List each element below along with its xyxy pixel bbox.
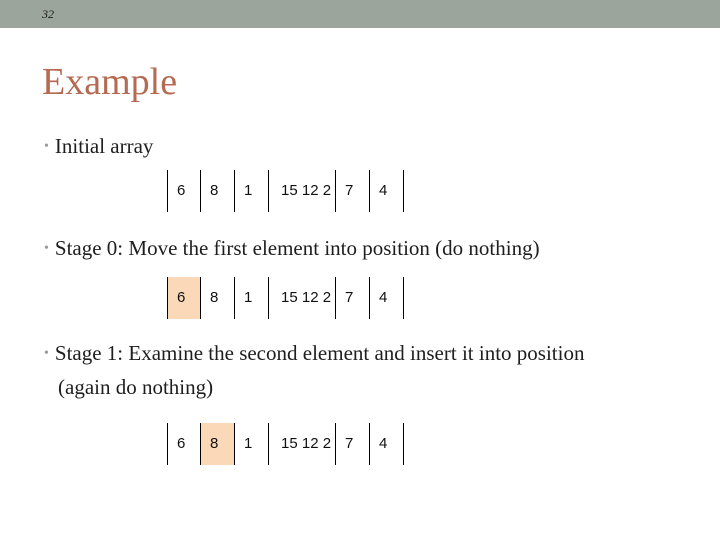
array-cell: 4	[370, 170, 404, 212]
array-cell: 7	[336, 170, 370, 212]
bullet-text: Stage 0: Move the first element into position (do nothing)	[54, 236, 540, 260]
array-cell: 1	[235, 277, 269, 319]
array-cell: 6	[167, 170, 201, 212]
array-cell: 1	[235, 423, 269, 465]
array-cell: 8	[201, 277, 235, 319]
array-row	[167, 423, 404, 465]
bullet-stage-1	[44, 338, 694, 402]
bullet-text-continuation: (again do nothing)	[58, 375, 214, 399]
bullet-text: Stage 1: Examine the second element and insert it into position	[54, 341, 585, 365]
array-row	[167, 277, 404, 319]
bullet-stage-0	[44, 233, 540, 267]
array-cell: 15 12 2	[269, 170, 336, 212]
array-cell: 15 12 2	[269, 277, 336, 319]
array-cell: 4	[370, 423, 404, 465]
bullet-text: Initial array	[54, 134, 154, 158]
top-bar	[0, 0, 720, 28]
bullet-dot-icon: •	[44, 346, 49, 361]
bullet-dot-icon: •	[44, 139, 49, 154]
array-cell: 6	[167, 277, 201, 319]
slide-title: Example	[42, 61, 178, 103]
slide-number: 32	[42, 7, 54, 21]
array-cell: 15 12 2	[269, 423, 336, 465]
bullet-dot-icon: •	[44, 241, 49, 256]
array-cell: 7	[336, 423, 370, 465]
array-row	[167, 170, 404, 212]
array-cell: 6	[167, 423, 201, 465]
array-cell: 1	[235, 170, 269, 212]
array-cell: 7	[336, 277, 370, 319]
array-cell: 8	[201, 423, 235, 465]
bullet-initial-array	[44, 131, 153, 165]
array-cell: 4	[370, 277, 404, 319]
array-cell: 8	[201, 170, 235, 212]
